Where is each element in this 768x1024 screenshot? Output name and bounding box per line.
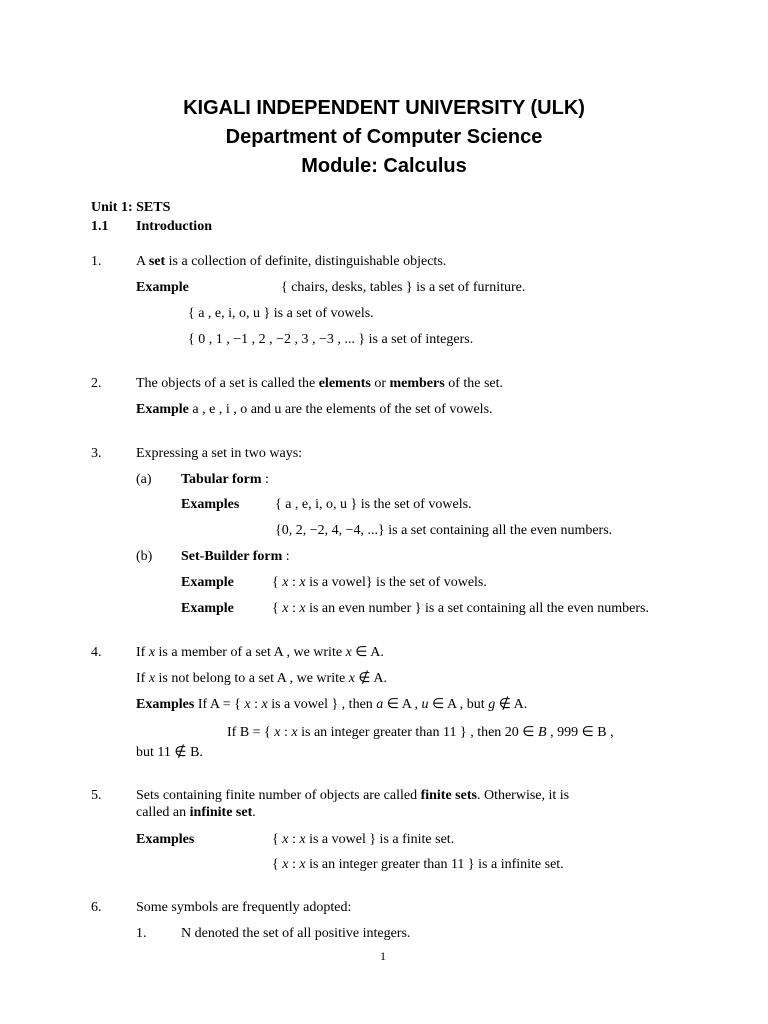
item-3a-example-1: { a , e, i, o, u } is the set of vowels. bbox=[275, 497, 472, 512]
item-5-examples-label: Examples bbox=[136, 832, 195, 847]
item-3-number: 3. bbox=[91, 446, 102, 461]
item-2-number: 2. bbox=[91, 376, 102, 391]
item-3-intro: Expressing a set in two ways: bbox=[136, 446, 303, 461]
item-1-example-3: { 0 , 1 , −1 , 2 , −2 , 3 , −3 , ... } is a set of integers. bbox=[188, 332, 474, 347]
item-4-number: 4. bbox=[91, 645, 102, 660]
item-6-number: 6. bbox=[91, 900, 102, 915]
university-title: KIGALI INDEPENDENT UNIVERSITY (ULK) bbox=[183, 97, 585, 119]
item-4-line-1: If x is a member of a set A , we write x ∈ A. bbox=[136, 645, 384, 660]
item-1-example-1: { chairs, desks, tables } is a set of furniture. bbox=[281, 280, 526, 295]
page-number: 1 bbox=[380, 949, 386, 963]
item-2-text: The objects of a set is called the elements or members of the set. bbox=[136, 376, 504, 391]
unit-title: Unit 1: SETS bbox=[91, 200, 171, 215]
item-5-number: 5. bbox=[91, 788, 102, 803]
item-1-number: 1. bbox=[91, 254, 102, 269]
section-title: Introduction bbox=[136, 219, 212, 234]
module-title: Module: Calculus bbox=[301, 155, 467, 177]
item-3b-number: (b) bbox=[136, 549, 153, 564]
item-3a-examples-label: Examples bbox=[181, 497, 240, 512]
item-5-line-1: Sets containing finite number of objects are called finite sets. Otherwise, it is bbox=[136, 788, 570, 803]
item-3a-number: (a) bbox=[136, 472, 152, 487]
department-title: Department of Computer Science bbox=[225, 126, 543, 148]
item-6-sub-number: 1. bbox=[136, 926, 147, 941]
item-3b-example-1: { x : x is a vowel} is the set of vowels. bbox=[272, 575, 487, 590]
item-6-intro: Some symbols are frequently adopted: bbox=[136, 900, 352, 915]
item-2-example: Example a , e , i , o and u are the elements of the set of vowels. bbox=[136, 402, 493, 417]
item-4-line-5: but 11 ∉ B. bbox=[136, 745, 203, 760]
item-1-example-2: { a , e, i, o, u } is a set of vowels. bbox=[188, 306, 374, 321]
item-3b-title: Set-Builder form : bbox=[181, 549, 290, 564]
item-3b-example-label-1: Example bbox=[181, 575, 234, 590]
item-4-line-4: If B = { x : x is an integer greater than 11 } , then 20 ∈ B , 999 ∈ B , bbox=[227, 725, 614, 740]
item-6-sub-text: N denoted the set of all positive integers. bbox=[181, 926, 411, 941]
item-5-line-2: called an infinite set. bbox=[136, 805, 256, 820]
item-3b-example-2: { x : x is an even number } is a set containing all the even numbers. bbox=[272, 601, 649, 616]
section-number: 1.1 bbox=[91, 219, 109, 234]
item-3a-example-2: {0, 2, −2, 4, −4, ...} is a set containing all the even numbers. bbox=[275, 523, 613, 538]
item-1-example-label: Example bbox=[136, 280, 189, 295]
item-5-example-1: { x : x is a vowel } is a finite set. bbox=[272, 832, 455, 847]
item-5-example-2: { x : x is an integer greater than 11 } is a infinite set. bbox=[272, 857, 564, 872]
item-3a-title: Tabular form : bbox=[181, 472, 269, 487]
item-1-text: A set is a collection of definite, distinguishable objects. bbox=[136, 254, 447, 269]
item-4-line-2: If x is not belong to a set A , we write x ∉ A. bbox=[136, 671, 387, 686]
item-4-line-3: Examples If A = { x : x is a vowel } , then a ∈ A , u ∈ A , but g ∉ A. bbox=[136, 697, 528, 712]
item-3b-example-label-2: Example bbox=[181, 601, 234, 616]
